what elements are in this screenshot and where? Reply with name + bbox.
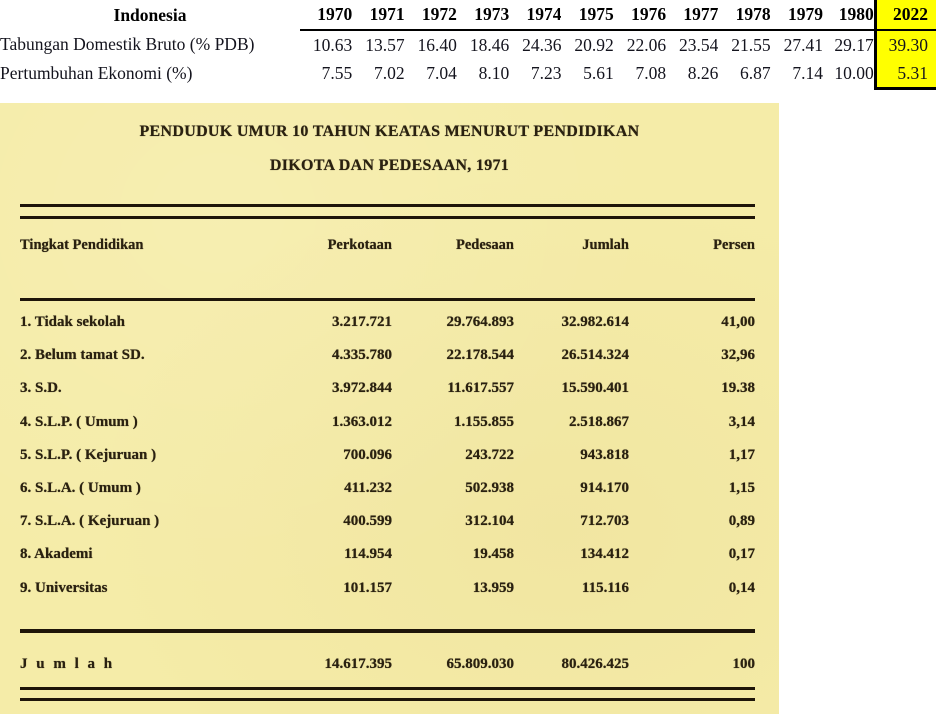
pedesaan-cell: 11.617.557: [447, 380, 514, 397]
table-row: [20, 505, 755, 538]
value-cell: 7.08: [635, 63, 667, 84]
col-header-perkotaan: Perkotaan: [327, 236, 392, 253]
divider-single: [20, 298, 755, 301]
jumlah-cell: 2.518.867: [569, 413, 629, 430]
value-cell: 7.23: [530, 63, 562, 84]
jumlah-cell: 26.514.324: [561, 347, 629, 364]
value-cell: 7.55: [321, 63, 353, 84]
persen-cell: 1,17: [728, 446, 755, 463]
pedesaan-cell: 19.458: [472, 546, 514, 563]
value-cell: 13.57: [365, 34, 405, 55]
pedesaan-cell: 243.722: [465, 446, 514, 463]
total-perkotaan-cell: 14.617.395: [324, 655, 392, 672]
indicator-header-row: [0, 0, 936, 30]
row-label: 8. Akademi: [20, 546, 93, 563]
pedesaan-cell: 312.104: [465, 513, 514, 530]
row-label: 1. Tidak sekolah: [20, 314, 125, 331]
perkotaan-cell: 700.096: [343, 446, 392, 463]
table-row: [20, 339, 755, 372]
value-cell-2022-highlighted: 5.31: [875, 59, 936, 89]
year-header-1980: 1980: [823, 0, 875, 30]
row-label: Tabungan Domestik Bruto (% PDB): [0, 34, 255, 54]
year-header-1975: 1975: [561, 0, 613, 30]
year-header-1973: 1973: [457, 0, 509, 30]
value-cell: 27.41: [783, 34, 823, 55]
jumlah-cell: 32.982.614: [561, 314, 629, 331]
col-header-tingkat-pendidikan: Tingkat Pendidikan: [20, 236, 144, 253]
value-cell: 22.06: [626, 34, 667, 55]
census-header-row: [20, 229, 755, 261]
persen-cell: 41,00: [721, 314, 755, 331]
year-header-1971: 1971: [352, 0, 404, 30]
value-cell: 7.14: [792, 63, 823, 84]
total-persen-cell: 100: [732, 655, 755, 672]
divider-double-bottom: [20, 687, 755, 701]
col-header-persen: Persen: [713, 236, 755, 253]
scanned-census-table: [0, 103, 779, 714]
jumlah-cell: 134.412: [580, 546, 629, 563]
col-header-pedesaan: Pedesaan: [456, 236, 514, 253]
year-header-1972: 1972: [405, 0, 457, 30]
perkotaan-cell: 3.972.844: [332, 380, 392, 397]
jumlah-cell: 115.116: [581, 579, 629, 596]
row-label: 7. S.L.A. ( Kejuruan ): [20, 513, 160, 530]
perkotaan-cell: 101.157: [343, 579, 392, 596]
table-row: [20, 372, 755, 405]
persen-cell: 1,15: [728, 480, 755, 497]
divider-double-top: [20, 204, 755, 219]
year-header-2022-highlighted: 2022: [875, 0, 936, 30]
value-cell: 8.26: [687, 63, 719, 84]
table-row: [20, 306, 755, 339]
table-row: [20, 406, 755, 439]
pedesaan-cell: 502.938: [465, 480, 514, 497]
value-cell: 10.00: [834, 63, 874, 84]
row-label: 3. S.D.: [20, 380, 62, 397]
value-cell: 24.36: [522, 34, 562, 55]
pedesaan-cell: 1.155.855: [454, 413, 514, 430]
year-header-1974: 1974: [509, 0, 561, 30]
total-pedesaan-cell: 65.809.030: [446, 655, 514, 672]
value-cell: 20.92: [574, 34, 614, 55]
pedesaan-cell: 13.959: [472, 579, 514, 596]
value-cell: 8.10: [478, 63, 510, 84]
value-cell: 7.02: [373, 63, 405, 84]
perkotaan-cell: 411.232: [344, 480, 392, 497]
col-header-jumlah: Jumlah: [582, 236, 629, 253]
table-row: [20, 472, 755, 505]
total-jumlah-cell: 80.426.425: [561, 655, 629, 672]
perkotaan-cell: 114.954: [344, 546, 392, 563]
value-cell-2022-highlighted: 39.30: [875, 30, 936, 59]
census-data-table: [20, 306, 755, 605]
perkotaan-cell: 400.599: [343, 513, 392, 530]
row-label: Pertumbuhan Ekonomi (%): [0, 63, 193, 84]
value-cell: 16.40: [417, 34, 457, 55]
year-header-1976: 1976: [614, 0, 666, 30]
census-total-row: [20, 646, 755, 682]
total-label: J u m l a h: [20, 655, 115, 672]
year-header-1977: 1977: [666, 0, 718, 30]
row-label: 2. Belum tamat SD.: [20, 347, 145, 364]
pedesaan-cell: 22.178.544: [446, 347, 514, 364]
value-cell: 23.54: [679, 34, 719, 55]
table-row: [20, 439, 755, 472]
value-cell: 10.63: [312, 34, 353, 55]
row-label: 9. Universitas: [20, 579, 108, 596]
jumlah-cell: 712.703: [580, 513, 629, 530]
value-cell: 7.04: [426, 63, 457, 84]
value-cell: 6.87: [740, 63, 771, 84]
scan-title-line1: PENDUDUK UMUR 10 TAHUN KEATAS MENURUT PENDIDIKAN: [139, 123, 640, 140]
jumlah-cell: 15.590.401: [561, 380, 629, 397]
value-cell: 18.46: [469, 34, 510, 55]
year-header-1978: 1978: [718, 0, 770, 30]
perkotaan-cell: 3.217.721: [332, 314, 392, 331]
scan-title-line2: DIKOTA DAN PEDESAAN, 1971: [269, 157, 510, 174]
indonesia-indicator-table: [0, 0, 936, 90]
country-title: Indonesia: [113, 4, 187, 25]
divider-thick: [20, 629, 755, 633]
value-cell: 21.55: [731, 34, 771, 55]
persen-cell: 0,17: [728, 546, 755, 563]
value-cell: 5.61: [583, 63, 614, 84]
table-row: [20, 538, 755, 571]
value-cell: 29.17: [834, 34, 874, 55]
persen-cell: 0,89: [728, 513, 755, 530]
row-pertumbuhan-ekonomi: [0, 59, 936, 89]
pedesaan-cell: 29.764.893: [446, 314, 514, 331]
row-tabungan-domestik: [0, 30, 936, 59]
persen-cell: 3,14: [728, 413, 755, 430]
year-header-1970: 1970: [300, 0, 352, 30]
perkotaan-cell: 4.335.780: [332, 347, 392, 364]
jumlah-cell: 943.818: [580, 446, 629, 463]
persen-cell: 32,96: [721, 347, 755, 364]
perkotaan-cell: 1.363.012: [332, 413, 392, 430]
table-row: [20, 572, 755, 605]
row-label: 6. S.L.A. ( Umum ): [20, 480, 141, 497]
persen-cell: 0,14: [728, 579, 755, 596]
jumlah-cell: 914.170: [580, 480, 629, 497]
row-label: 5. S.L.P. ( Kejuruan ): [20, 446, 157, 463]
persen-cell: 19.38: [721, 380, 755, 397]
year-header-1979: 1979: [771, 0, 823, 30]
row-label: 4. S.L.P. ( Umum ): [20, 413, 138, 430]
